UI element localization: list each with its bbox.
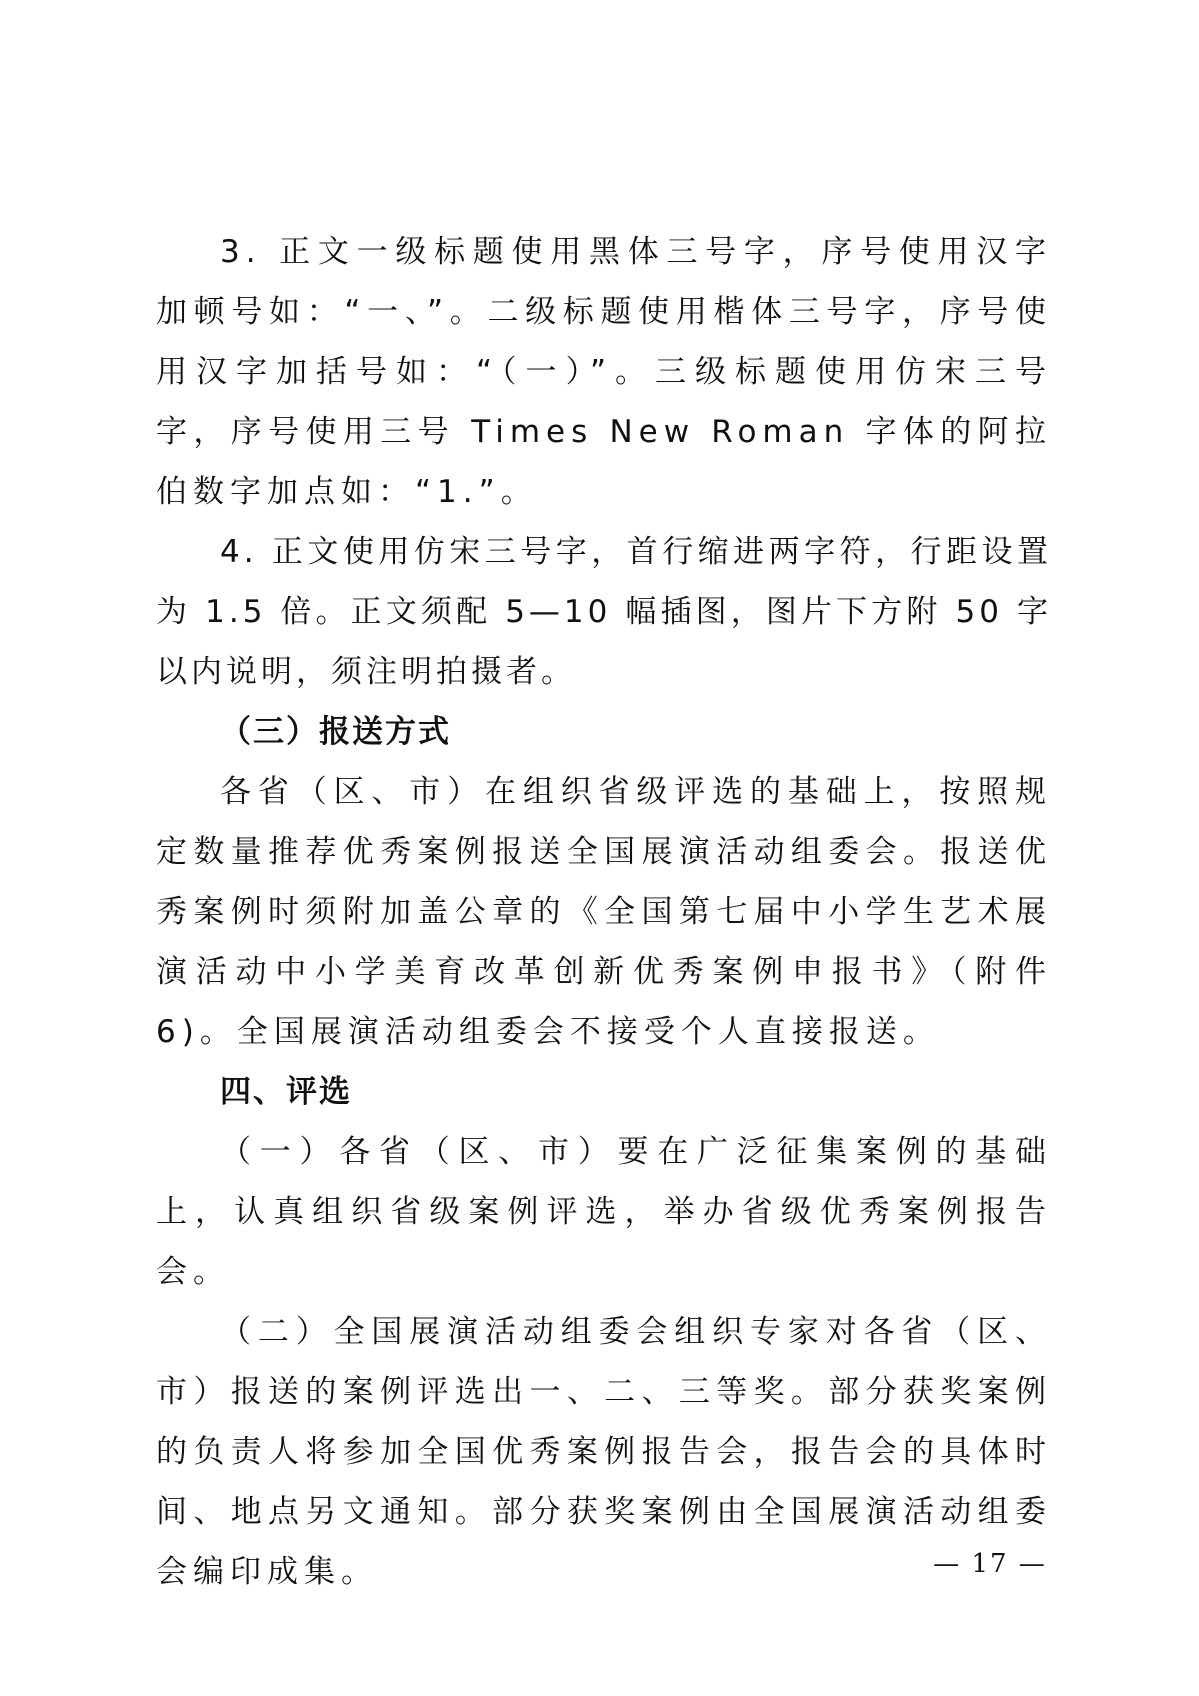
paragraph-body-format-rules: 4. 正文使用仿宋三号字，首行缩进两字符，行距设置为 1.5 倍。正文须配 5—10 幅插图，图片下方附 50 字以内说明，须注明拍摄者。 bbox=[156, 534, 1052, 690]
page-number: — 17 — bbox=[933, 1549, 1047, 1579]
paragraph-submission-method: 各省（区、市）在组织省级评选的基础上，按照规定数量推荐优秀案例报送全国展演活动组委会。报送优秀案例时须附加盖公章的《全国第七届中小学生艺术展演活动中小学美育改革创新优秀案例申报书》（附件 6)。全国展演活动组委会不接受个人直接报送。 bbox=[156, 774, 1052, 1050]
paragraph-national-evaluation: （二）全国展演活动组委会组织专家对各省（区、市）报送的案例评选出一、二、三等奖。部分获奖案例的负责人将参加全国优秀案例报告会，报告会的具体时间、地点另文通知。部分获奖案例由全国展演活动组委会编印成集。 bbox=[156, 1314, 1052, 1590]
document-body bbox=[156, 222, 1052, 1602]
section-heading-evaluation: 四、评选 bbox=[220, 1074, 352, 1110]
section-heading-submission-method: （三）报送方式 bbox=[220, 714, 451, 750]
paragraph-heading-format-rules: 3. 正文一级标题使用黑体三号字，序号使用汉字加顿号如：“一、”。二级标题使用楷体三号字，序号使用汉字加括号如：“（一）”。三级标题使用仿宋三号字，序号使用三号 Times New Roman 字体的阿拉伯数字加点如：“1.”。 bbox=[156, 234, 1052, 510]
paragraph-provincial-evaluation: （一）各省（区、市）要在广泛征集案例的基础上，认真组织省级案例评选，举办省级优秀案例报告会。 bbox=[156, 1134, 1052, 1290]
